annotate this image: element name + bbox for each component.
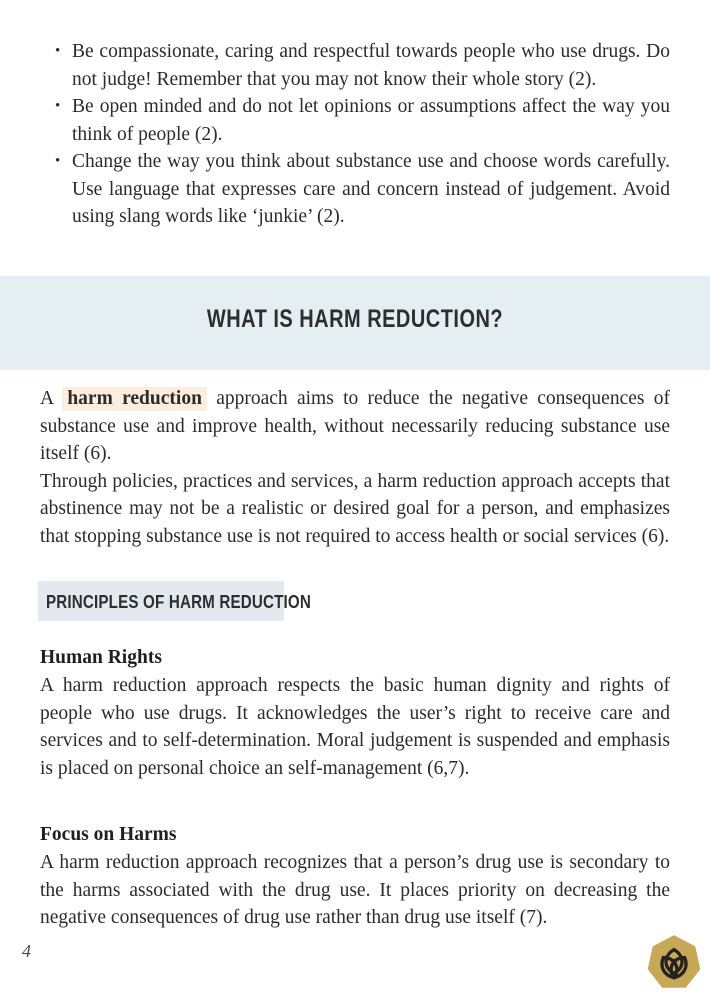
list-item: • Change the way you think about substance use and choose words carefully. Use language that expresses care and concern instead of judgement. Avoid using slang words like ‘junkie’ (2). xyxy=(40,148,670,231)
principle-focus-on-harms xyxy=(40,822,670,932)
logo-svg xyxy=(646,934,702,990)
triquetra-heptagon-logo xyxy=(646,934,702,990)
highlighted-term: harm reduction xyxy=(62,387,207,411)
lead-in-text: A xyxy=(40,388,63,409)
principles-heading-label: PRINCIPLES OF HARM REDUCTION xyxy=(46,591,312,612)
intro-paragraphs xyxy=(40,385,670,550)
section-title: WHAT IS HARM REDUCTION? xyxy=(206,305,504,333)
page-number: 4 xyxy=(22,941,31,961)
principles-heading-chip xyxy=(38,581,312,621)
paragraph-policies: Through policies, practices and services, a harm reduction approach accepts that abstinence may not be a realistic or desired goal for a person, and emphasizes that stopping substance use is not required to access health or social services (6). xyxy=(40,470,670,547)
definition-rest: approach aims to reduce the negative consequences of substance use and improve health, without necessarily reducing substance use itself (6). xyxy=(40,388,671,464)
principle-title: Focus on Harms xyxy=(40,824,177,845)
list-item: • Be compassionate, caring and respectful towards people who use drugs. Do not judge! Remember that you may not know their whole story (2). xyxy=(40,38,670,93)
paragraph-definition xyxy=(40,385,670,468)
principle-title: Human Rights xyxy=(40,647,162,668)
principle-body: A harm reduction approach respects the basic human dignity and rights of people who use drugs. It acknowledges the user’s right to receive care and services and to self-determination. Moral judgement is suspended and emphasis is placed on personal choice an self-management (6,7). xyxy=(40,675,670,779)
principle-body: A harm reduction approach recognizes that a person’s drug use is secondary to the harms associated with the drug use. It places priority on decreasing the negative consequences of drug use rather than drug use itself (7). xyxy=(40,852,670,928)
principle-human-rights xyxy=(40,645,670,782)
section-banner xyxy=(0,276,710,370)
list-item: • Be open minded and do not let opinions or assumptions affect the way you think of people (2). xyxy=(40,93,670,148)
guidance-bullet-list xyxy=(40,38,670,231)
